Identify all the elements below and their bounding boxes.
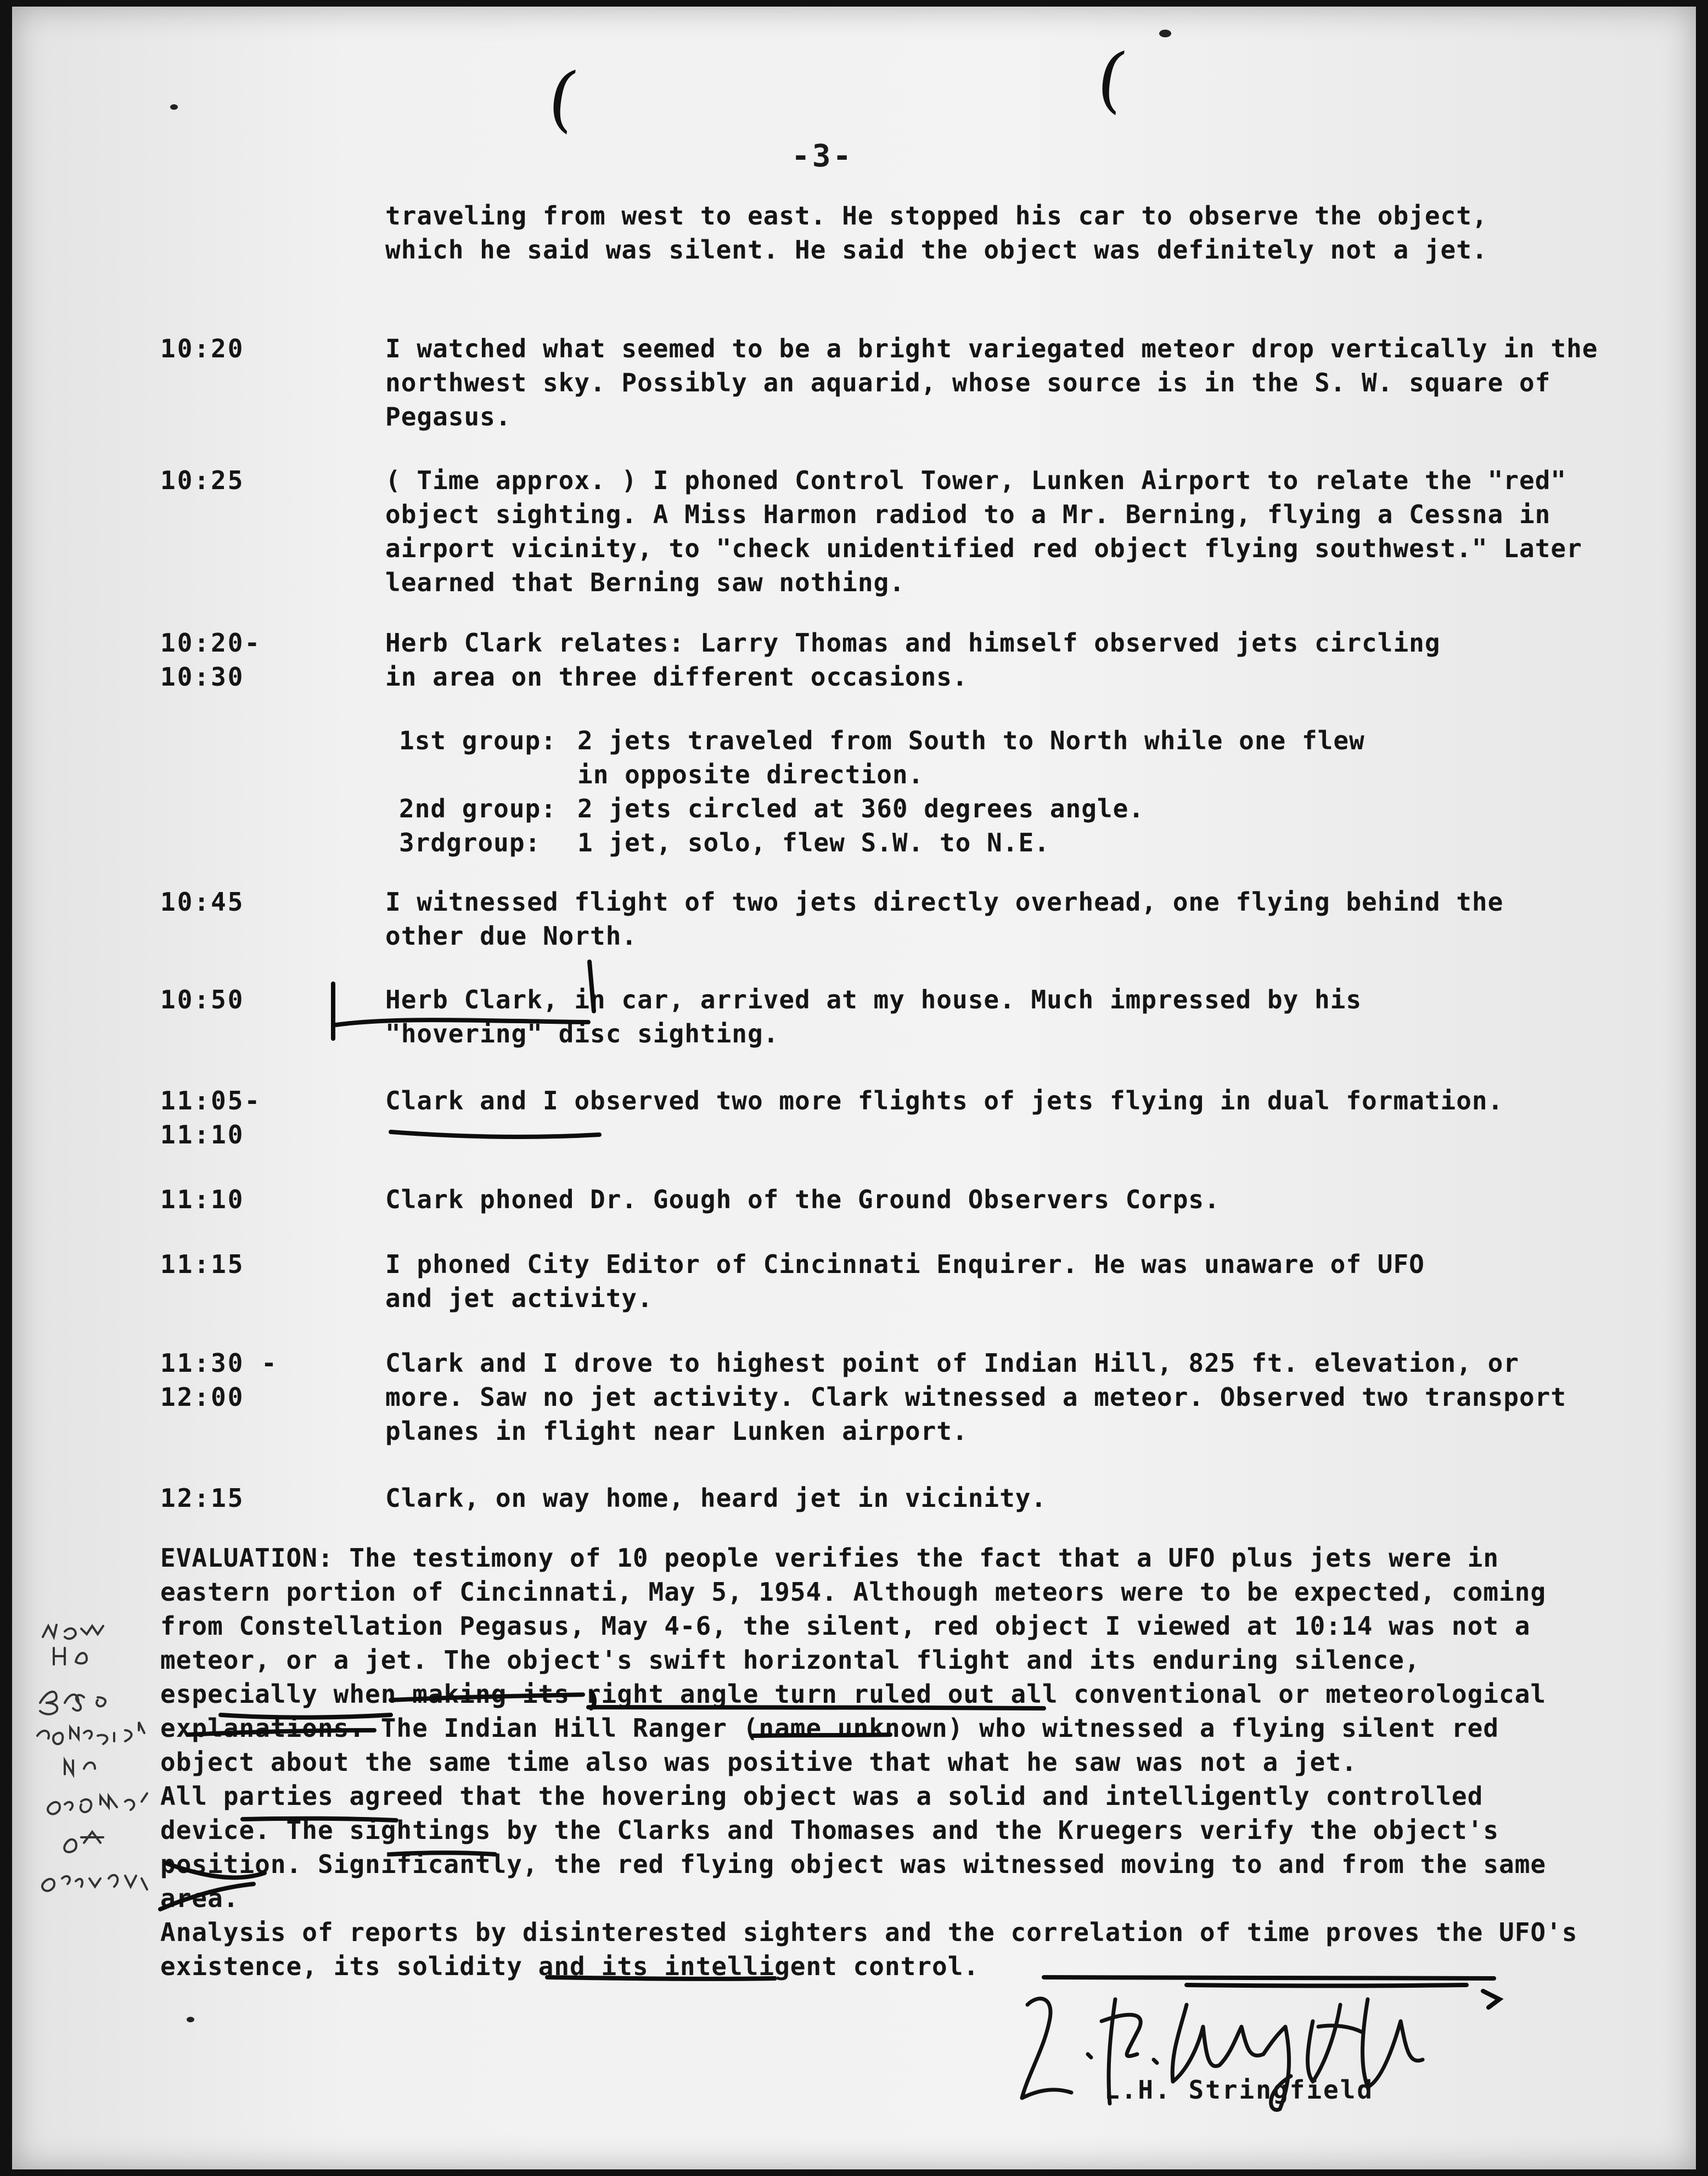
jet-group-text: 2 jets circled at 360 degrees angle.: [577, 794, 1144, 823]
ink-speck: [170, 104, 178, 110]
evaluation-paragraph: EVALUATION: The testimony of 10 people verifies the fact that a UFO plus jets were in eastern portion of Cincinnati, May 5, 1954. Although meteors were to be expected, coming from Constellation Pegasus, May 4-6, the silent, red object I viewed at 10:14 was not a meteor, or a jet. The object's swift horizontal flight and its enduring silence, especially when making its right angle turn ruled out all conventional or meteorological explanations. The Indian Hill Ranger (name unknown) who witnessed a flying silent red object about the same time also was positive that what he saw was not a jet.: [160, 1543, 1547, 1777]
entry-time: 11:30 - 12:00: [160, 1348, 278, 1412]
entry-text: Herb Clark relates: Larry Thomas and himself observed jets circling in area on three different occasions.: [385, 628, 1441, 692]
jet-group-label: 1st group:: [399, 726, 557, 755]
entry-text: Clark and I observed two more flights of jets flying in dual formation.: [385, 1086, 1504, 1115]
entry-time: 10:20- 10:30: [160, 628, 262, 692]
entry-text: Herb Clark, in car, arrived at my house. Much impressed by his "hovering" disc sighting.: [385, 985, 1362, 1048]
entry-time: 10:25: [160, 466, 245, 495]
page-number: -3-: [791, 138, 854, 174]
jet-group-label: 3rdgroup:: [399, 828, 541, 857]
jet-group-label: 2nd group:: [399, 794, 557, 823]
signature-name: L.H. Stringfield: [1104, 2075, 1374, 2105]
jet-group-text: 2 jets traveled from South to North while one flew: [577, 726, 1365, 755]
entry-time: 10:20: [160, 334, 245, 363]
ink-speck: [1159, 30, 1171, 37]
evaluation-paragraph: All parties agreed that the hovering object was a solid and intelligently controlled device. The sightings by the Clarks and Thomases and the Kruegers verify the object's position. Significantly, the red flying object was witnessed moving to and from the same area.: [160, 1781, 1547, 1913]
entry-text: traveling from west to east. He stopped his car to observe the object, which he said was silent. He said the object was definitely not a jet.: [385, 201, 1488, 265]
entry-text: I witnessed flight of two jets directly overhead, one flying behind the other due North.: [385, 887, 1504, 951]
entry-time: 10:45: [160, 887, 245, 917]
evaluation-paragraph: Analysis of reports by disinterested sighters and the correlation of time proves the UFO's existence, its solidity and its intelligent control.: [160, 1917, 1578, 1981]
document-page: [12, 7, 1696, 2169]
entry-time: 11:10: [160, 1185, 245, 1214]
entry-time: 11:15: [160, 1249, 245, 1279]
entry-text: I phoned City Editor of Cincinnati Enquirer. He was unaware of UFO and jet activity.: [385, 1249, 1425, 1313]
entry-text: Clark and I drove to highest point of Indian Hill, 825 ft. elevation, or more. Saw no jet activity. Clark witnessed a meteor. Observed two transport planes in flight near Lunken airport.: [385, 1348, 1567, 1446]
punch-hole-mark: (: [543, 54, 583, 141]
jet-group-text: 1 jet, solo, flew S.W. to N.E.: [577, 828, 1050, 857]
entry-text: Clark, on way home, heard jet in vicinity.: [385, 1483, 1047, 1513]
handwritten-margin-note: [32, 1615, 164, 1917]
ink-speck: [187, 2017, 194, 2022]
entry-time: 10:50: [160, 985, 245, 1014]
evaluation-section: [160, 1541, 1587, 1983]
punch-hole-mark: (: [1092, 35, 1132, 122]
entry-text: I watched what seemed to be a bright variegated meteor drop vertically in the northwest sky. Possibly an aquarid, whose source is in the S. W. square of Pegasus.: [385, 334, 1598, 431]
entry-time: 11:05- 11:10: [160, 1086, 262, 1149]
entry-time: 12:15: [160, 1483, 245, 1513]
entry-text: ( Time approx. ) I phoned Control Tower, Lunken Airport to relate the "red" object sighting. A Miss Harmon radiod to a Mr. Berning, flying a Cessna in airport vicinity, to "check unidentified red object flying southwest." Later learned that Berning saw nothing.: [385, 466, 1582, 597]
entry-text: Clark phoned Dr. Gough of the Ground Observers Corps.: [385, 1185, 1220, 1214]
jet-group-text: in opposite direction.: [577, 760, 924, 789]
